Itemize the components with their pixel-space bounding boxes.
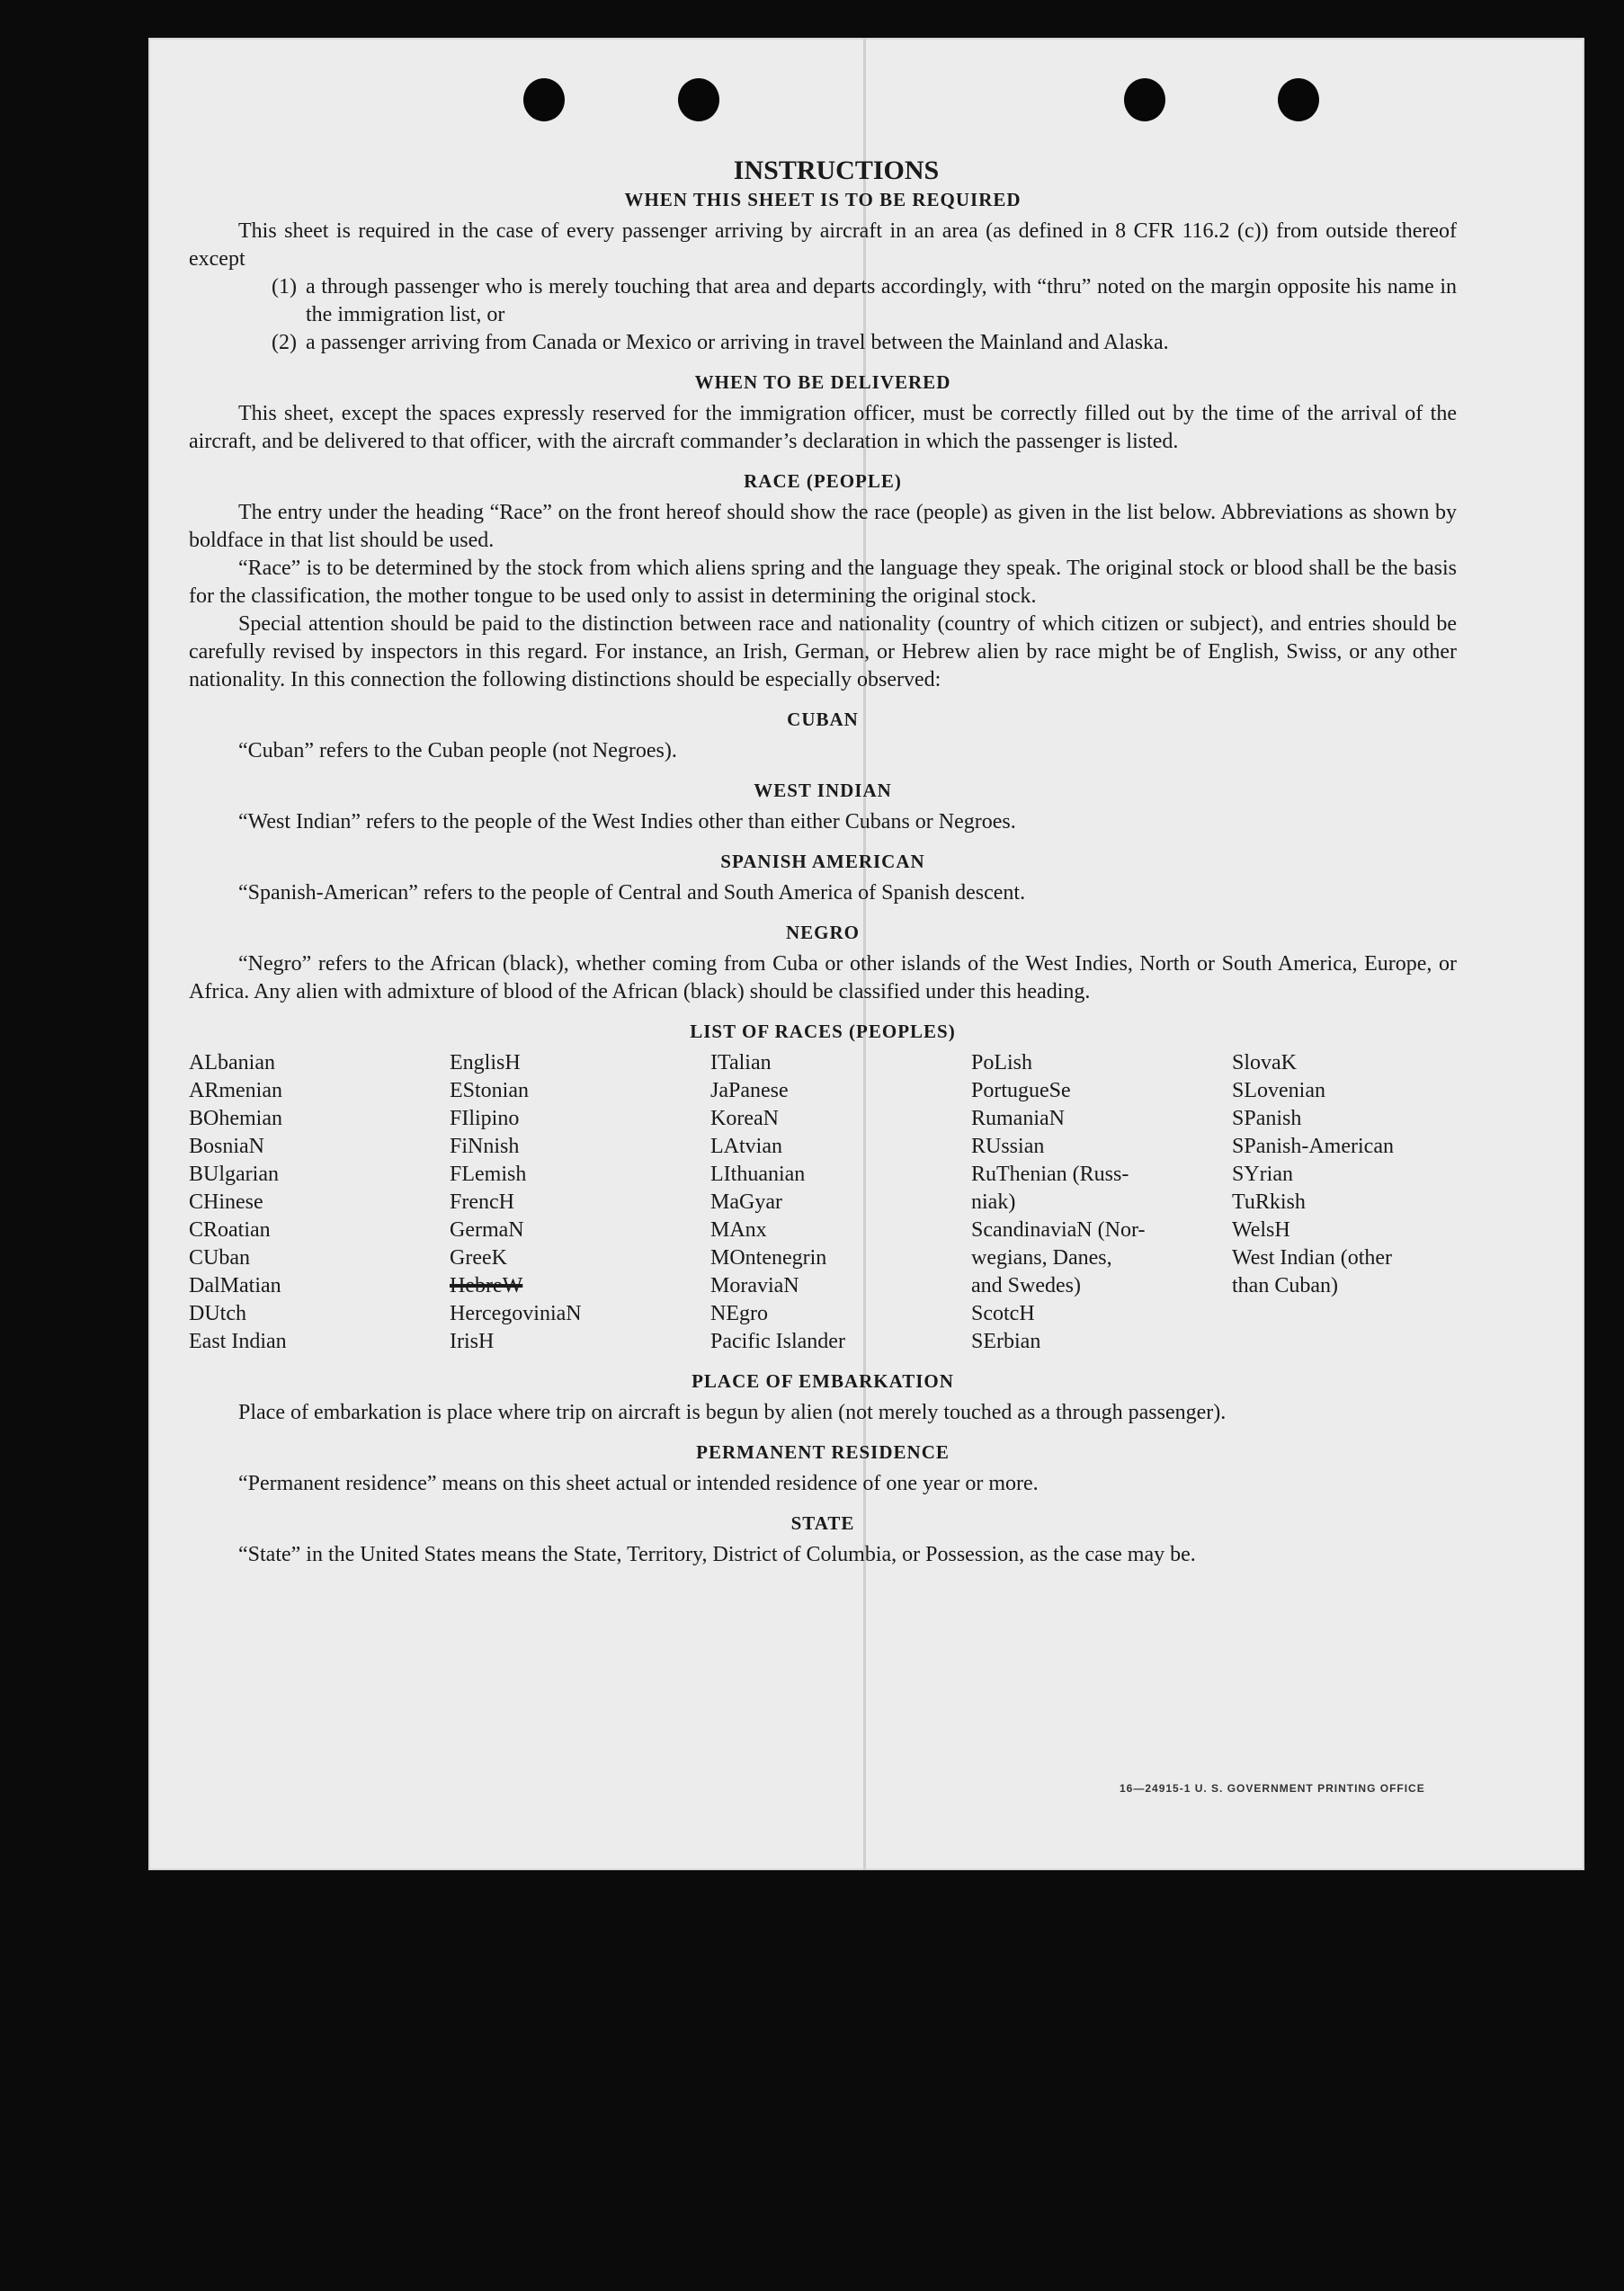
list-item	[189, 329, 1457, 357]
race-entry: MOntenegrin	[710, 1246, 827, 1270]
paragraph: “Race” is to be determined by the stock from which aliens spring and the language they speak. The original stock or blood shall be the basis for the classification, the mother tongue to be used only to assist in determining the original stock.	[189, 557, 1457, 608]
race-column	[189, 1049, 450, 1356]
paragraph: Special attention should be paid to the distinction between race and nationality (country of which citizen or subject), and entries should be carefully revised by inspectors in this regard. For instance, an Irish, German, or Hebrew alien by race might be of English, Swiss, or any other nationality. In this connection the following distinctions should be especially observed:	[189, 612, 1457, 691]
instructions-content	[189, 155, 1457, 1569]
race-entry: West Indian (other than Cuban)	[1232, 1246, 1393, 1297]
section-heading: STATE	[790, 1512, 855, 1534]
section-heading: WHEN TO BE DELIVERED	[694, 371, 951, 393]
section-heading: LIST OF RACES (PEOPLES)	[690, 1021, 956, 1042]
race-entry: JaPanese	[710, 1079, 789, 1102]
race-entry: FLemish	[450, 1163, 527, 1186]
race-entry: HebreW	[450, 1274, 523, 1297]
race-entry: HercegoviniaN	[450, 1302, 582, 1325]
race-entry: SYrian	[1232, 1163, 1293, 1186]
race-column	[450, 1049, 710, 1356]
race-list	[189, 1049, 1457, 1356]
paragraph: “Cuban” refers to the Cuban people (not Negroes).	[238, 739, 677, 762]
race-entry: LIthuanian	[710, 1163, 806, 1186]
race-entry: PortugueSe	[971, 1079, 1071, 1102]
race-entry: IrisH	[450, 1330, 495, 1353]
race-entry: DUtch	[189, 1302, 246, 1325]
race-entry: SPanish-American	[1232, 1135, 1394, 1158]
race-entry: FiNnish	[450, 1135, 520, 1158]
race-entry: BOhemian	[189, 1107, 282, 1130]
race-entry: GreeK	[450, 1246, 507, 1270]
document-sheet	[148, 38, 1584, 1870]
race-entry: TuRkish	[1232, 1190, 1306, 1214]
punch-hole	[1124, 78, 1165, 121]
race-entry: FrencH	[450, 1190, 514, 1214]
race-entry: East Indian	[189, 1330, 287, 1353]
race-entry: SLovenian	[1232, 1079, 1325, 1102]
paragraph: This sheet is required in the case of every passenger arriving by aircraft in an area (as defined in 8 CFR 116.2 (c)) from outside thereof except	[189, 219, 1457, 271]
race-entry: LAtvian	[710, 1135, 782, 1158]
race-entry: CUban	[189, 1246, 250, 1270]
section-heading: SPANISH AMERICAN	[720, 851, 925, 872]
punch-hole	[1278, 78, 1319, 121]
section-heading: WHEN THIS SHEET IS TO BE REQUIRED	[624, 189, 1022, 210]
race-entry: MAnx	[710, 1218, 767, 1242]
punch-hole	[678, 78, 719, 121]
paragraph: “Spanish-American” refers to the people of Central and South America of Spanish descent.	[238, 881, 1026, 905]
paragraph: “Permanent residence” means on this sheet actual or intended residence of one year or more.	[238, 1472, 1039, 1495]
item-text: a through passenger who is merely touching that area and departs accordingly, with “thru” noted on the margin opposite his name in the immigration list, or	[306, 275, 1457, 326]
item-number: (1)	[272, 275, 297, 299]
paragraph: The entry under the heading “Race” on the front hereof should show the race (people) as given in the list below. Abbreviations as shown by boldface in that list should be used.	[189, 501, 1457, 552]
race-entry: SPanish	[1232, 1107, 1302, 1130]
page-title: INSTRUCTIONS	[733, 156, 940, 185]
paragraph: “West Indian” refers to the people of the West Indies other than either Cubans or Negroes.	[238, 810, 1016, 833]
race-column	[1232, 1049, 1457, 1356]
section-heading: PLACE OF EMBARKATION	[692, 1370, 954, 1392]
item-number: (2)	[272, 331, 297, 354]
race-entry: EStonian	[450, 1079, 529, 1102]
race-entry: ScotcH	[971, 1302, 1035, 1325]
race-entry: MaGyar	[710, 1190, 782, 1214]
race-entry: ITalian	[710, 1051, 772, 1074]
race-entry: BUlgarian	[189, 1163, 279, 1186]
paragraph: “Negro” refers to the African (black), whether coming from Cuba or other islands of the West Indies, North or South America, Europe, or Africa. Any alien with admixture of blood of the African (black) should be classified under this heading.	[189, 952, 1457, 1003]
race-entry: PoLish	[971, 1051, 1033, 1074]
race-entry: ALbanian	[189, 1051, 275, 1074]
race-entry: FIlipino	[450, 1107, 520, 1130]
section-heading: CUBAN	[787, 709, 859, 730]
race-column	[710, 1049, 971, 1356]
race-entry: EnglisH	[450, 1051, 521, 1074]
race-column	[971, 1049, 1232, 1356]
race-entry: RUssian	[971, 1135, 1045, 1158]
printer-mark: 16—24915-1 U. S. GOVERNMENT PRINTING OFFICE	[1120, 1782, 1425, 1795]
section-heading: RACE (PEOPLE)	[744, 470, 902, 492]
race-entry: CRoatian	[189, 1218, 271, 1242]
paragraph: Place of embarkation is place where trip on aircraft is begun by alien (not merely touched as a through passenger).	[238, 1401, 1227, 1424]
race-entry: RuThenian (Russ- niak)	[971, 1163, 1129, 1214]
race-entry: Pacific Islander	[710, 1330, 845, 1353]
race-entry: CHinese	[189, 1190, 263, 1214]
race-entry: MoraviaN	[710, 1274, 799, 1297]
race-entry: GermaN	[450, 1218, 524, 1242]
paragraph: This sheet, except the spaces expressly reserved for the immigration officer, must be correctly filled out by the time of the arrival of the aircraft, and be delivered to that officer, with the aircraft commander’s declaration in which the passenger is listed.	[189, 402, 1457, 453]
race-entry: ARmenian	[189, 1079, 282, 1102]
race-entry: RumaniaN	[971, 1107, 1065, 1130]
race-entry: SlovaK	[1232, 1051, 1297, 1074]
race-entry: NEgro	[710, 1302, 768, 1325]
race-entry: DalMatian	[189, 1274, 281, 1297]
section-heading: NEGRO	[785, 922, 860, 943]
paragraph: “State” in the United States means the State, Territory, District of Columbia, or Possession, as the case may be.	[238, 1543, 1196, 1566]
list-item	[189, 273, 1457, 329]
punch-hole	[523, 78, 565, 121]
item-text: a passenger arriving from Canada or Mexico or arriving in travel between the Mainland and Alaska.	[306, 331, 1169, 354]
section-heading: WEST INDIAN	[754, 780, 892, 801]
race-entry: SErbian	[971, 1330, 1041, 1353]
race-entry: BosniaN	[189, 1135, 264, 1158]
race-entry: ScandinaviaN (Nor- wegians, Danes, and Swedes)	[971, 1218, 1146, 1297]
race-entry: WelsH	[1232, 1218, 1290, 1242]
race-entry: KoreaN	[710, 1107, 779, 1130]
section-heading: PERMANENT RESIDENCE	[696, 1441, 950, 1463]
